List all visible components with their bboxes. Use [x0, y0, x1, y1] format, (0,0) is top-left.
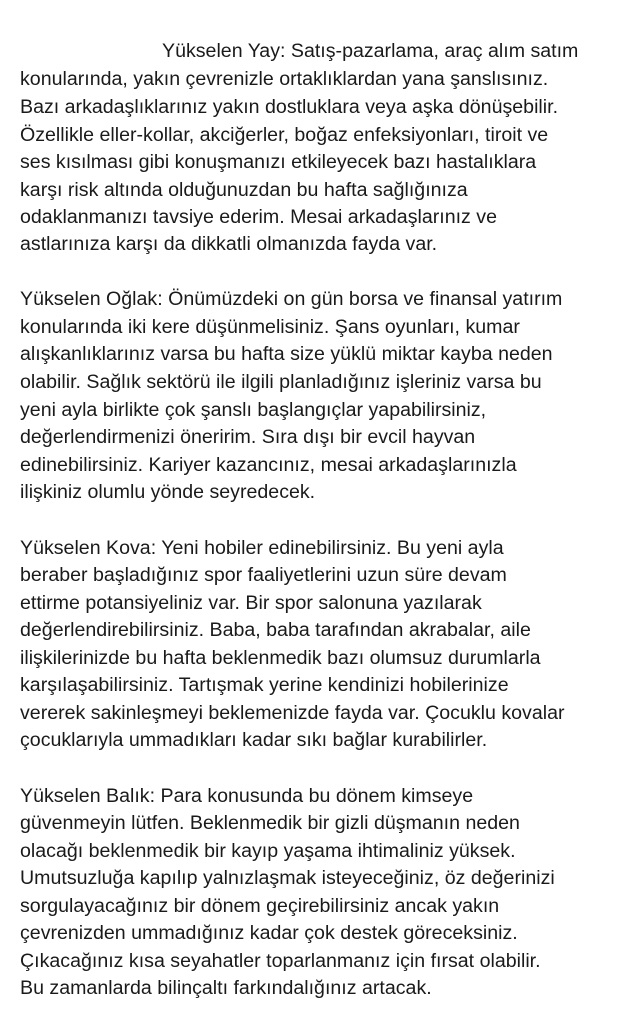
paragraph-oglak-line-7: edinebilirsiniz. Kariyer kazancınız, mesai arkadaşlarınızla: [20, 454, 517, 476]
paragraph-balik-line-8: Bu zamanlarda bilinçaltı farkındalığınız artacak.: [20, 977, 432, 999]
paragraph-kova-line-6: karşılaşabilirsiniz. Tartışmak yerine kendinizi hobilerinize: [20, 674, 509, 696]
paragraph-oglak-line-3: alışkanlıklarınız varsa bu hafta size yüklü miktar kayba neden: [20, 343, 553, 365]
paragraph-kova-line-4: değerlendirebilirsiniz. Baba, baba tarafından akrabalar, aile: [20, 619, 531, 641]
paragraph-yay-line-5: ses kısılması gibi konuşmanızı etkileyecek bazı hastalıklara: [20, 151, 537, 173]
paragraph-balik-line-5: sorgulayacağınız bir dönem geçirebilirsiniz ancak yakın: [20, 895, 500, 917]
paragraph-balik-line-7: Çıkacağınız kısa seyahatler toparlanmanız için fırsat olabilir.: [20, 950, 541, 972]
paragraph-kova-line-3: ettirme potansiyeliniz var. Bir spor salonuna yazılarak: [20, 592, 482, 614]
paragraph-balik-line-1: Yükselen Balık: Para konusunda bu dönem kimseye: [20, 785, 474, 807]
paragraph-oglak-line-6: değerlendirmenizi öneririm. Sıra dışı bir evcil hayvan: [20, 426, 476, 448]
paragraph-balik-line-2: güvenmeyin lütfen. Beklenmedik bir gizli düşmanın neden: [20, 812, 520, 834]
paragraph-oglak-line-4: olabilir. Sağlık sektörü ile ilgili planladığınız işleriniz varsa bu: [20, 371, 542, 393]
paragraph-oglak-line-1: Yükselen Oğlak: Önümüzdeki on gün borsa ve finansal yatırım: [20, 288, 563, 310]
paragraph-oglak-line-8: ilişkiniz olumlu yönde seyredecek.: [20, 481, 316, 503]
paragraph-balik-line-6: çevrenizden ummadığınız kadar çok destek göreceksiniz.: [20, 922, 518, 944]
paragraph-yay-line-3: Bazı arkadaşlıklarınız yakın dostluklara veya aşka dönüşebilir.: [20, 96, 559, 118]
paragraph-yay-line-7: odaklanmanızı tavsiye ederim. Mesai arkadaşlarınız ve: [20, 206, 497, 228]
paragraph-balik-line-3: olacağı beklenmedik bir kayıp yaşama ihtimaliniz yüksek.: [20, 840, 516, 862]
paragraph-kova-line-8: çocuklarıyla ummadıkları kadar sıkı bağlar kurabilirler.: [20, 729, 488, 751]
paragraph-yay-line-1: Yükselen Yay: Satış-pazarlama, araç alım satım: [162, 40, 579, 62]
paragraph-yay-line-4: Özellikle eller-kollar, akciğerler, boğaz enfeksiyonları, tiroit ve: [20, 124, 549, 146]
paragraph-balik-line-4: Umutsuzluğa kapılıp yalnızlaşmak isteyeceğiniz, öz değerinizi: [20, 867, 555, 889]
paragraph-yay-line-2: konularında, yakın çevrenizle ortaklıklardan yana şanslısınız.: [20, 68, 549, 90]
paragraph-yay-line-6: karşı risk altında olduğunuzdan bu hafta sağlığınıza: [20, 179, 468, 201]
paragraph-kova-line-7: vererek sakinleşmeyi beklemenizde fayda var. Çocuklu kovalar: [20, 702, 565, 724]
paragraph-oglak-line-2: konularında iki kere düşünmelisiniz. Şans oyunları, kumar: [20, 316, 520, 338]
paragraph-yay-line-8: astlarınıza karşı da dikkatli olmanızda fayda var.: [20, 233, 438, 255]
paragraph-oglak-line-5: yeni ayla birlikte çok şanslı başlangıçlar yapabilirsiniz,: [20, 399, 487, 421]
paragraph-kova-line-1: Yükselen Kova: Yeni hobiler edinebilirsiniz. Bu yeni ayla: [20, 537, 504, 559]
paragraph-kova-line-5: ilişkilerinizde bu hafta beklenmedik bazı olumsuz durumlarla: [20, 647, 541, 669]
paragraph-kova-line-2: beraber başladığınız spor faaliyetlerini uzun süre devam: [20, 564, 507, 586]
